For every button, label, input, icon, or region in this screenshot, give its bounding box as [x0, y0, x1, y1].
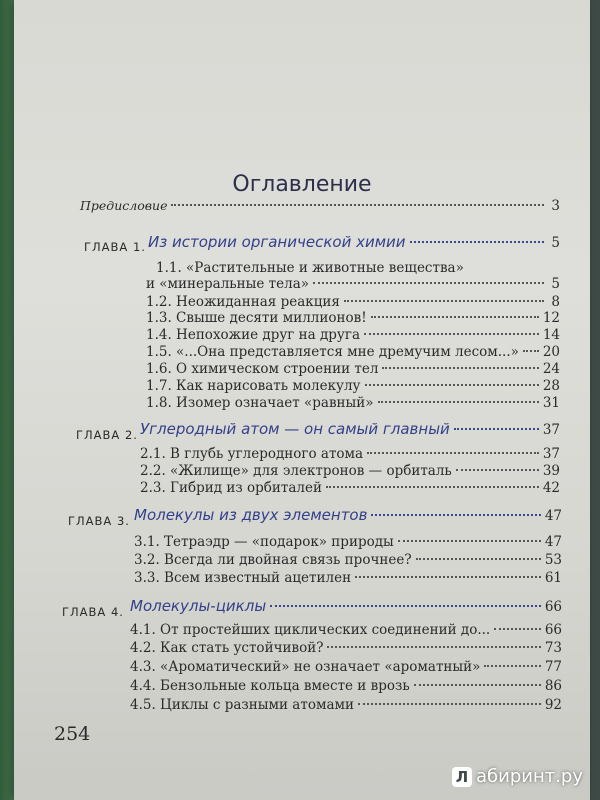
chapter-title-row [130, 597, 562, 615]
toc-section [146, 361, 560, 377]
section-label: 1.3. Свыше десяти миллионов! [146, 310, 367, 326]
section-label: 1.1. «Растительные и животные вещества» [156, 260, 464, 276]
toc-section [130, 678, 562, 694]
leader-dots [367, 452, 539, 454]
section-label: 2.3. Гибрид из орбиталей [140, 480, 322, 496]
book-page [14, 0, 590, 800]
labirint-icon: Л [452, 767, 472, 787]
preface-label: Предисловие [80, 198, 168, 213]
section-label: 4.3. «Ароматический» не означает «ароматный» [130, 659, 481, 675]
section-page: 39 [542, 463, 560, 479]
leader-dots [378, 401, 539, 403]
section-page: 8 [551, 294, 560, 310]
toc-section [130, 697, 562, 713]
section-label: 4.1. От простейших циклических соединений до... [130, 622, 491, 638]
toc-section [140, 446, 560, 462]
toc-section [134, 534, 562, 550]
leader-dots [484, 665, 540, 667]
toc-title: Оглавление [232, 172, 372, 197]
toc-section [130, 659, 562, 675]
section-label: 1.6. О химическом строении тел [146, 361, 379, 377]
section-page: 24 [542, 361, 560, 377]
leader-dots [371, 316, 539, 318]
section-page: 14 [542, 327, 560, 343]
section-page: 31 [542, 395, 560, 411]
leader-dots [171, 204, 544, 206]
leader-dots [364, 333, 539, 335]
leader-dots [344, 300, 544, 302]
section-label: 1.7. Как нарисовать молекулу [146, 378, 361, 394]
leader-dots [313, 282, 544, 284]
watermark-logo [452, 766, 583, 787]
section-page: 73 [544, 640, 562, 656]
leader-dots [494, 628, 541, 630]
chapter-title: Углеродный атом — он самый главный [140, 420, 450, 438]
page-number: 254 [54, 723, 91, 745]
section-label: 2.1. В глубь углеродного атома [140, 446, 364, 462]
section-label: 3.3. Всем известный ацетилен [134, 570, 352, 586]
toc-section [134, 570, 562, 586]
leader-dots [414, 684, 541, 686]
section-page: 86 [544, 678, 562, 694]
leader-dots [327, 646, 540, 648]
toc-section [146, 395, 560, 411]
leader-dots [355, 576, 541, 578]
chapter-title: Из истории органической химии [148, 233, 406, 251]
leader-dots [270, 605, 541, 607]
leader-dots [416, 558, 541, 560]
toc-section [140, 463, 560, 479]
leader-dots [382, 367, 538, 369]
section-page: 37 [542, 446, 560, 462]
section-label: 4.2. Как стать устойчивой? [130, 640, 324, 656]
section-page: 42 [542, 480, 560, 496]
toc-section [134, 552, 562, 568]
section-page: 61 [544, 570, 562, 586]
section-label: 3.1. Тетраэдр — «подарок» природы [134, 534, 394, 550]
chapter-title-row [140, 420, 560, 438]
toc-section [156, 260, 560, 276]
section-page: 28 [542, 378, 560, 394]
leader-dots [454, 428, 539, 430]
toc-section [146, 310, 560, 326]
leader-dots [523, 350, 539, 352]
section-label: 3.2. Всегда ли двойная связь прочнее? [134, 552, 412, 568]
chapter-page: 5 [551, 235, 560, 251]
toc-section [146, 276, 560, 292]
chapter-label: ГЛАВА 4. [62, 605, 124, 619]
chapter-title: Молекулы из двух элементов [134, 506, 368, 524]
section-label: 4.5. Циклы с разными атомами [130, 697, 355, 713]
section-label: 1.8. Изомер означает «равный» [146, 395, 374, 411]
leader-dots [365, 384, 539, 386]
toc-section [146, 327, 560, 343]
leader-dots [398, 540, 541, 542]
chapter-label: ГЛАВА 3. [68, 514, 130, 528]
section-page: 77 [544, 659, 562, 675]
chapter-page: 47 [544, 508, 562, 524]
section-label: и «минеральные тела» [146, 276, 310, 292]
bleed-through-text [44, 10, 564, 150]
section-label: 2.2. «Жилище» для электронов — орбиталь [140, 463, 452, 479]
leader-dots [410, 241, 544, 243]
toc-section [146, 378, 560, 394]
leader-dots [371, 514, 540, 516]
preface-page: 3 [551, 198, 560, 214]
leader-dots [358, 703, 541, 705]
section-page: 53 [544, 552, 562, 568]
section-page: 12 [542, 310, 560, 326]
chapter-title-row [148, 233, 560, 251]
chapter-title-row [134, 506, 562, 524]
chapter-page: 37 [542, 422, 560, 438]
section-page: 5 [551, 276, 560, 292]
section-label: 4.4. Бензольные кольца вместе и врозь [130, 678, 410, 694]
toc-section [130, 622, 562, 638]
toc-section [130, 640, 562, 656]
leader-dots [456, 469, 539, 471]
toc-section [146, 344, 560, 360]
section-page: 92 [544, 697, 562, 713]
section-page: 20 [542, 344, 560, 360]
watermark-text: абиринт.ру [476, 766, 584, 787]
toc-section [140, 480, 560, 496]
chapter-page: 66 [544, 599, 562, 615]
section-page: 66 [544, 622, 562, 638]
toc-preface [80, 198, 560, 214]
section-label: 1.2. Неожиданная реакция [146, 294, 340, 310]
section-label: 1.4. Непохожие друг на друга [146, 327, 360, 343]
chapter-title: Молекулы-циклы [130, 597, 267, 615]
leader-dots [326, 486, 539, 488]
toc-section [146, 294, 560, 310]
chapter-label: ГЛАВА 1. [84, 240, 146, 254]
section-label: 1.5. «...Она представляется мне дремучим лесом...» [146, 344, 519, 360]
chapter-label: ГЛАВА 2. [76, 428, 138, 442]
section-page: 47 [544, 534, 562, 550]
